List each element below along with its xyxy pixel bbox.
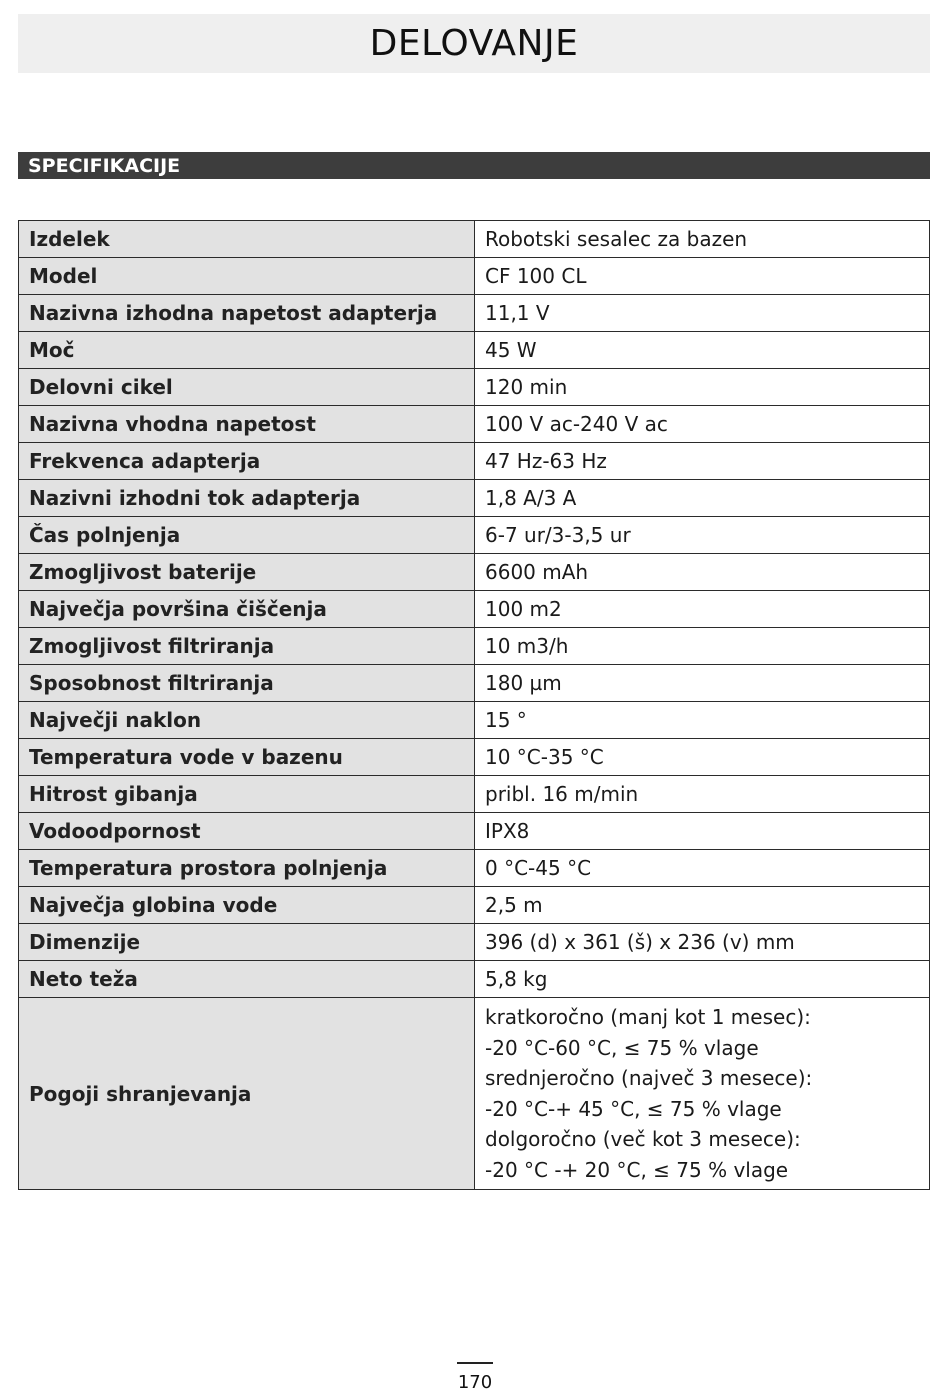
table-row-storage <box>19 998 930 1190</box>
storage-line: kratkoročno (manj kot 1 mesec): <box>485 1005 811 1029</box>
spec-value: 15 ° <box>475 702 930 739</box>
spec-value: 45 W <box>475 332 930 369</box>
spec-label: Frekvenca adapterja <box>19 443 475 480</box>
spec-label: Model <box>19 258 475 295</box>
spec-value: 2,5 m <box>475 887 930 924</box>
spec-label: Čas polnjenja <box>19 517 475 554</box>
table-row <box>19 702 930 739</box>
page-number: 170 <box>457 1372 493 1393</box>
spec-value: 1,8 A/3 A <box>475 480 930 517</box>
spec-value: 100 V ac-240 V ac <box>475 406 930 443</box>
page-header <box>18 14 930 73</box>
specifications-table-body <box>19 221 930 1190</box>
table-row <box>19 480 930 517</box>
table-row <box>19 591 930 628</box>
spec-value: 6600 mAh <box>475 554 930 591</box>
spec-label: Pogoji shranjevanja <box>19 998 475 1190</box>
spec-label: Temperatura prostora polnjenja <box>19 850 475 887</box>
spec-value: IPX8 <box>475 813 930 850</box>
spec-value: 396 (d) x 361 (š) x 236 (v) mm <box>475 924 930 961</box>
spec-label: Hitrost gibanja <box>19 776 475 813</box>
table-row <box>19 813 930 850</box>
table-row <box>19 406 930 443</box>
spec-value: 11,1 V <box>475 295 930 332</box>
table-row <box>19 628 930 665</box>
spec-value: 100 m2 <box>475 591 930 628</box>
table-row <box>19 517 930 554</box>
spec-label: Dimenzije <box>19 924 475 961</box>
spec-label: Nazivna vhodna napetost <box>19 406 475 443</box>
spec-label: Zmogljivost filtriranja <box>19 628 475 665</box>
table-row <box>19 221 930 258</box>
table-row <box>19 924 930 961</box>
spec-label: Nazivna izhodna napetost adapterja <box>19 295 475 332</box>
storage-line: dolgoročno (več kot 3 mesece): <box>485 1127 801 1151</box>
table-row <box>19 443 930 480</box>
section-header <box>18 152 930 179</box>
table-row <box>19 369 930 406</box>
table-row <box>19 554 930 591</box>
table-row <box>19 776 930 813</box>
spec-label: Moč <box>19 332 475 369</box>
spec-value: pribl. 16 m/min <box>475 776 930 813</box>
table-row <box>19 850 930 887</box>
section-title: SPECIFIKACIJE <box>28 154 181 177</box>
storage-line: -20 °C-60 °C, ≤ 75 % vlage <box>485 1035 759 1060</box>
page-number-rule <box>457 1362 493 1364</box>
spec-label: Največji naklon <box>19 702 475 739</box>
spec-label: Sposobnost filtriranja <box>19 665 475 702</box>
spec-label: Delovni cikel <box>19 369 475 406</box>
table-row <box>19 258 930 295</box>
table-row <box>19 665 930 702</box>
spec-value: 6-7 ur/3-3,5 ur <box>475 517 930 554</box>
spec-value: 120 min <box>475 369 930 406</box>
spec-value: CF 100 CL <box>475 258 930 295</box>
spec-label: Izdelek <box>19 221 475 258</box>
spec-value: Robotski sesalec za bazen <box>475 221 930 258</box>
spec-label: Neto teža <box>19 961 475 998</box>
spec-value: 5,8 kg <box>475 961 930 998</box>
spec-label: Največja globina vode <box>19 887 475 924</box>
spec-value: 0 °C-45 °C <box>475 850 930 887</box>
spec-value: 180 µm <box>475 665 930 702</box>
table-row <box>19 332 930 369</box>
spec-label: Zmogljivost baterije <box>19 554 475 591</box>
spec-label: Največja površina čiščenja <box>19 591 475 628</box>
storage-line: -20 °C-+ 45 °C, ≤ 75 % vlage <box>485 1096 782 1121</box>
spec-value: 47 Hz-63 Hz <box>475 443 930 480</box>
storage-line: srednjeročno (največ 3 mesece): <box>485 1066 813 1090</box>
spec-label: Vodoodpornost <box>19 813 475 850</box>
specifications-table <box>18 220 930 1190</box>
spec-value: 10 °C-35 °C <box>475 739 930 776</box>
page-title: DELOVANJE <box>369 23 579 64</box>
table-row <box>19 887 930 924</box>
table-row <box>19 739 930 776</box>
storage-line: -20 °C -+ 20 °C, ≤ 75 % vlage <box>485 1157 789 1182</box>
spec-value-storage <box>475 998 930 1190</box>
table-row <box>19 961 930 998</box>
table-row <box>19 295 930 332</box>
spec-value: 10 m3/h <box>475 628 930 665</box>
spec-label: Nazivni izhodni tok adapterja <box>19 480 475 517</box>
spec-label: Temperatura vode v bazenu <box>19 739 475 776</box>
